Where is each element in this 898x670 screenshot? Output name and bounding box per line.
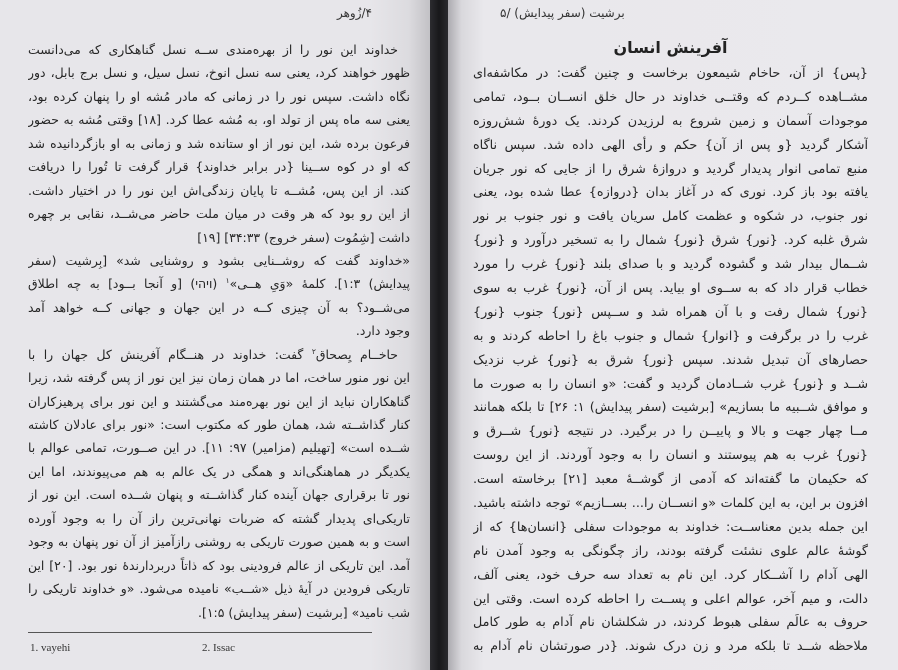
text-line: نور جنوب، در شکوه و عظمت کامل سریان یافت و نور جنوب بر نور	[473, 209, 868, 225]
text-line: شرق غلبه کرد. {نور} شرق {نور} شمال را به تسخیر درآورد و {نور}	[473, 233, 868, 249]
text-line: آشکار گردید {و پس از آن} حکم و رأی الهی داده شد. سپس ناگاه	[473, 137, 868, 153]
footnote-2: 2. Issac	[202, 642, 235, 654]
text-line: مــا چهار جهت و بالا و پاییــن را در برگیرد. در نتیجه {نور} شــرق و	[473, 424, 868, 440]
text-line: داشت [شِمُوت (سفر خروج) ۳۴:۳۳] [۱۹]	[197, 229, 410, 245]
text-line: {نور} شمال رفت و با آن همراه شد و ســپس {نور} جنوب {نور}	[473, 304, 868, 320]
text-line: شب نامید» [برشیت (سفر پیدایش) ۱:۵].	[198, 604, 410, 620]
left-page-text	[28, 38, 410, 624]
text-line: گناهکاران نباید از این نور بهره‌مند می‌گشتند و این نور برای پرهیزکاران	[28, 393, 410, 409]
text-segment: پیدایش) ۱:۳]. کلمهٔ «وَیِ هــی»	[229, 276, 410, 292]
text-line: آمد. این تاریکی از عالم فرودینی بود که ذاتاً دربردارندهٔ نور بود. [۲۰] این	[28, 557, 410, 573]
text-line: ظهور خواهند کرد، یعنی سه نسل انوخ، نسل سیل، و نسل برج بابل، دور	[28, 65, 410, 81]
text-line: الهی آدام را آشــکار کرد. این نام به تعداد سه حرف خود، یعنی آلف،	[473, 567, 868, 583]
text-line: یکدیگر در هماهنگی‌اند و همگی در یک عالم به هم می‌پیوندند، اما این	[28, 463, 410, 479]
text-line: شــده است» [تهیلیم (مزامیر) ۹۷: ۱۱]. در این صــورت، تمامی عوالم با	[28, 440, 410, 456]
text-line: حصارهای آن تبدیل شدند. سپس {نور} شرق به {نور} غرب نزدیک	[473, 352, 868, 368]
text-line: کنار گذاشــته شد، همان طور که مکتوب است: «نور برای عادلان کاشته	[28, 417, 410, 432]
footnote-1: 1. vayehi	[30, 642, 71, 654]
text-line: وجود دارد.	[355, 323, 410, 339]
running-header: ۴/زُوهر	[336, 6, 372, 20]
text-line: غرب را در برگرفت و {انوار} شمال و جنوب باغ را احاطه کردند و به	[473, 328, 868, 344]
text-segment: حاخــام یِصحاق	[315, 346, 398, 362]
text-line: دالت، و میم آخر، عوالم اعلی و پســت را احاطه کرده است. وقتی این	[473, 591, 868, 607]
text-line: می‌شــود؟ به آن چیزی کــه در این جهان و جهانی کــه خواهد آمد	[28, 299, 410, 315]
text-line: کند. از این پس، مُشــه تا پایان زندگی‌اش این نور را در اختیار داشت.	[28, 182, 410, 198]
text-line: حروف به عالَم سفلی هبوط کردند، در شکلشان نام آدام به طور کامل	[473, 615, 868, 631]
running-header: برشیت (سفر پیدایش) /۵	[500, 6, 625, 20]
text-line: از این رو بود که هر وقت در میان ملت حاضر می‌شــد، نقابی بر چهره	[28, 206, 410, 222]
text-line: شــمال بیدار شد و گشوده گردید و با صدای بلند {نور} غرب را مورد	[473, 257, 868, 273]
text-line	[28, 343, 410, 366]
text-segment: (ויהי) [و آنجا بــود] به چه اطلاق	[28, 276, 226, 292]
text-line: تاریکی‌ای پدیدار گشته که ضربات نهانی‌ترین راز آن را به وجود آورده	[28, 510, 410, 526]
text-line: منبع تمامی انوار پدیدار گردید و دروازهٔ شرق را از جایی که نور جریان	[473, 161, 868, 177]
left-page	[0, 0, 430, 670]
text-line: نور تا برقراری جهان آینده کنار گذاشــته و پنهان شــده است. این نور از	[28, 487, 410, 503]
right-page	[448, 0, 898, 670]
text-line: نگاه داشت. سپس نور را در زمانی که مادر مُشه او را پنهان کرده بود،	[28, 88, 410, 104]
text-line: این جمله بدین معناســت: خداوند به موجودات سفلی {انسان‌ها} که از	[473, 519, 868, 535]
footnote-rule	[28, 632, 372, 633]
text-line: خداوند این نور را از بهره‌مندی ســه نسل گناهکاری که می‌دانست	[28, 42, 398, 57]
text-line: که او در کوه ســینا {در برابر خداوند} قرار گرفت تا تُورا را دریافت	[28, 159, 410, 175]
text-line: ملاحظه شــد تا بلکه مرد و زن درک شوند. {در صورتشان نام آدام به	[473, 639, 868, 655]
text-line: شــد و {نور} غرب شــادمان گردید و گفت: «و انسان را به صورت ما	[473, 376, 868, 392]
text-line: {نور} غرب به هم پیوستند و انسان را به وجود آوردند. از این روست	[473, 448, 868, 464]
text-line: است و به همین صورت تاریکی به روشنی رازآمیز از آن نور پنهان به وجود	[28, 534, 410, 550]
text-line: گوشهٔ عالم علوی نشئت گرفته بودند، راز چگونگی به وجود آمدن نام	[473, 543, 868, 559]
text-line: «خداوند گفت که روشــنایی بشود و روشنایی شد» [بِرشیت (سفر	[28, 252, 410, 268]
text-line: فرعون برده شد، این نور از او ستانده شد و زمانی به او بازگردانیده شد	[28, 135, 410, 151]
text-line: که حکیمان ما گفته‌اند که آدمی از گوشــهٔ معبد [۲۱] برخاسته است.	[473, 472, 868, 488]
text-line: تاریکی فرودین در آیهٔ ذیل «شــب» نامیده می‌شود. «و خداوند تاریکی را	[28, 581, 410, 597]
text-line: موجودات آسمان و زمین شروع به لرزیدن کردند. یک دورهٔ شش‌روزه	[473, 113, 868, 129]
text-line: این نور منور ساخت، اما در همان زمان نیز این نور از پس گرفته شد، زیرا	[28, 370, 410, 386]
footnote-marker: ۲	[311, 346, 316, 356]
text-line: {پس} از آن، حاخام شیمعون برخاست و چنین گفت: در مکاشفه‌ای	[473, 66, 868, 81]
book-gutter	[430, 0, 448, 670]
footnote-marker: ۱	[225, 276, 230, 286]
text-line: یعنی سه ماه پس از تولد او، به مُشه عطا کرد. [۱۸] وقتی مُشه به حضور	[28, 112, 410, 128]
text-line: مشــاهده کــردم که وقتــی خداوند در حال خلق انســان بــود، تمامی	[473, 89, 868, 105]
text-line: و موافق شــبیه ما بسازیم» [برشیت (سفر پیدایش) ۱: ۲۶] تا بلکه همانند	[473, 400, 868, 416]
text-line: یافته بود باز کرد. نوری که در آغاز بدان {دروازه} عطا شده بود، یعنی	[473, 185, 868, 201]
right-page-text	[473, 62, 868, 659]
section-title: آفرینش انسان	[613, 38, 728, 57]
text-line: خطاب قرار داد که به ســوی او بیاید. پس از آن، {نور} غرب به سوی	[473, 281, 868, 297]
text-segment: گفت: خداوند در هنــگام آفرینش کل جهان را با	[28, 346, 312, 362]
text-line: افزون بر این، به این کلمات «و انســان را... بســازیم» توجه داشته باشید.	[473, 496, 868, 512]
text-line	[28, 272, 410, 295]
